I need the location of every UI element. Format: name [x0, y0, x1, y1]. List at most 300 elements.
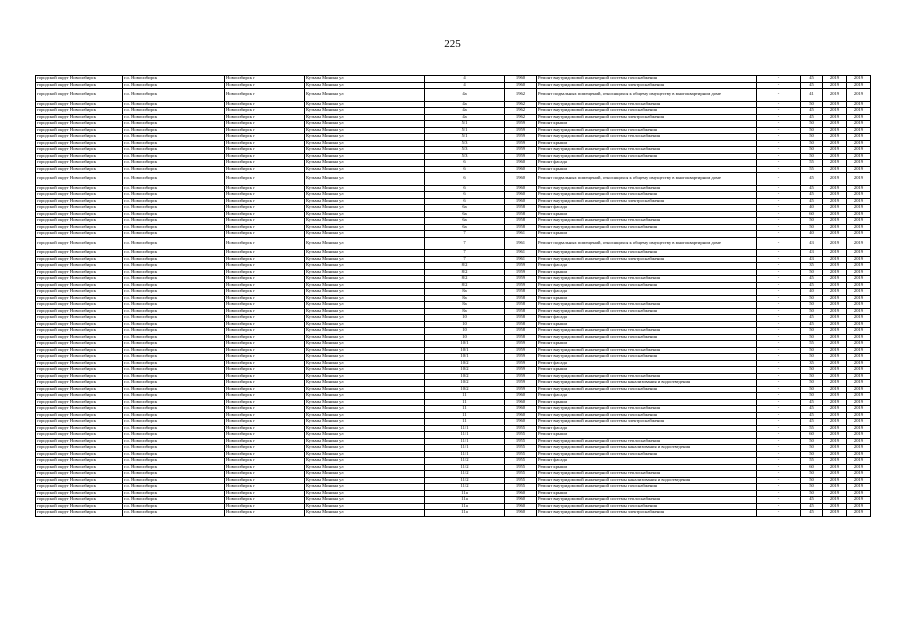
cell-house: 11а — [425, 490, 505, 497]
cell-street: Кузьмы Минина ул — [305, 477, 425, 484]
cell-settlement: г.о. Новосибирск — [123, 250, 225, 257]
cell-plan-to: 2019 — [847, 276, 871, 283]
cell-work-type: Ремонт внутридомовой инженерной системы теплоснабжения — [537, 328, 757, 335]
cell-dash: - — [757, 269, 801, 276]
cell-amount: 45 — [801, 185, 823, 192]
cell-plan-to: 2019 — [847, 328, 871, 335]
cell-district: городской округ Новосибирск — [36, 82, 123, 89]
cell-settlement: г.о. Новосибирск — [123, 503, 225, 510]
cell-house: 6 — [425, 198, 505, 205]
cell-settlement: г.о. Новосибирск — [123, 484, 225, 491]
cell-plan-from: 2019 — [823, 367, 847, 374]
cell-plan-from: 2019 — [823, 140, 847, 147]
cell-work-type: Ремонт внутридомовой инженерной системы газоснабжения — [537, 250, 757, 257]
cell-city: Новосибирск г — [225, 147, 305, 154]
cell-house: 6 — [425, 166, 505, 173]
cell-settlement: г.о. Новосибирск — [123, 308, 225, 315]
cell-city: Новосибирск г — [225, 373, 305, 380]
cell-work-type: Ремонт внутридомовой инженерной системы электроснабжения — [537, 419, 757, 426]
cell-district: городской округ Новосибирск — [36, 101, 123, 108]
cell-city: Новосибирск г — [225, 101, 305, 108]
cell-amount: 50 — [801, 153, 823, 160]
cell-settlement: г.о. Новосибирск — [123, 399, 225, 406]
cell-year: 1958 — [505, 205, 537, 212]
cell-year: 1955 — [505, 477, 537, 484]
cell-city: Новосибирск г — [225, 432, 305, 439]
cell-work-type: Ремонт внутридомовой инженерной системы теплоснабжения — [537, 134, 757, 141]
cell-year: 1960 — [505, 192, 537, 199]
cell-settlement: г.о. Новосибирск — [123, 147, 225, 154]
cell-work-type: Ремонт подвальных помещений, относящихся к общему имуществу в многоквартирном доме — [537, 89, 757, 102]
cell-district: городской округ Новосибирск — [36, 173, 123, 186]
cell-house: 11а — [425, 510, 505, 517]
cell-house: 6а — [425, 205, 505, 212]
cell-work-type: Ремонт внутридомовой инженерной системы газоснабжения — [537, 334, 757, 341]
cell-settlement: г.о. Новосибирск — [123, 510, 225, 517]
cell-plan-to: 2019 — [847, 510, 871, 517]
cell-house: 7 — [425, 231, 505, 238]
cell-street: Кузьмы Минина ул — [305, 386, 425, 393]
cell-year: 1955 — [505, 484, 537, 491]
cell-plan-from: 2019 — [823, 147, 847, 154]
cell-dash: - — [757, 282, 801, 289]
cell-plan-from: 2019 — [823, 354, 847, 361]
cell-plan-from: 2019 — [823, 134, 847, 141]
cell-plan-to: 2019 — [847, 367, 871, 374]
cell-city: Новосибирск г — [225, 497, 305, 504]
cell-settlement: г.о. Новосибирск — [123, 108, 225, 115]
cell-dash: - — [757, 224, 801, 231]
cell-work-type: Ремонт крыши — [537, 432, 757, 439]
cell-street: Кузьмы Минина ул — [305, 497, 425, 504]
cell-plan-to: 2019 — [847, 185, 871, 192]
cell-dash: - — [757, 89, 801, 102]
cell-district: городской округ Новосибирск — [36, 114, 123, 121]
cell-street: Кузьмы Минина ул — [305, 147, 425, 154]
cell-work-type: Ремонт внутридомовой инженерной системы газоснабжения — [537, 412, 757, 419]
cell-dash: - — [757, 205, 801, 212]
cell-house: 11/1 — [425, 445, 505, 452]
cell-city: Новосибирск г — [225, 406, 305, 413]
cell-work-type: Ремонт подвальных помещений, относящихся к общему имуществу в многоквартирном доме — [537, 237, 757, 250]
cell-plan-from: 2019 — [823, 445, 847, 452]
cell-amount: 50 — [801, 386, 823, 393]
cell-work-type: Ремонт крыши — [537, 121, 757, 128]
cell-year: 1958 — [505, 289, 537, 296]
cell-street: Кузьмы Минина ул — [305, 173, 425, 186]
cell-district: городской округ Новосибирск — [36, 380, 123, 387]
cell-dash: - — [757, 114, 801, 121]
cell-year: 1960 — [505, 503, 537, 510]
cell-house: 4а — [425, 101, 505, 108]
cell-dash: - — [757, 108, 801, 115]
cell-plan-from: 2019 — [823, 289, 847, 296]
cell-street: Кузьмы Минина ул — [305, 256, 425, 263]
cell-plan-to: 2019 — [847, 108, 871, 115]
cell-house: 7 — [425, 256, 505, 263]
cell-district: городской округ Новосибирск — [36, 134, 123, 141]
cell-work-type: Ремонт внутридомовой инженерной системы газоснабжения — [537, 503, 757, 510]
cell-district: городской округ Новосибирск — [36, 432, 123, 439]
cell-house: 10 — [425, 321, 505, 328]
cell-work-type: Ремонт внутридомовой инженерной системы теплоснабжения — [537, 185, 757, 192]
cell-dash: - — [757, 134, 801, 141]
cell-amount: 50 — [801, 484, 823, 491]
cell-plan-from: 2019 — [823, 360, 847, 367]
cell-work-type: Ремонт внутридомовой инженерной системы газоснабжения — [537, 76, 757, 83]
cell-city: Новосибирск г — [225, 166, 305, 173]
cell-dash: - — [757, 198, 801, 205]
cell-work-type: Ремонт фасада — [537, 289, 757, 296]
cell-city: Новосибирск г — [225, 263, 305, 270]
cell-street: Кузьмы Минина ул — [305, 399, 425, 406]
cell-amount: 50 — [801, 147, 823, 154]
cell-district: городской округ Новосибирск — [36, 393, 123, 400]
cell-dash: - — [757, 334, 801, 341]
cell-street: Кузьмы Минина ул — [305, 198, 425, 205]
cell-city: Новосибирск г — [225, 282, 305, 289]
cell-plan-to: 2019 — [847, 237, 871, 250]
cell-amount: 60 — [801, 432, 823, 439]
cell-house: 10/2 — [425, 367, 505, 374]
cell-plan-to: 2019 — [847, 386, 871, 393]
cell-amount: 60 — [801, 211, 823, 218]
cell-plan-to: 2019 — [847, 256, 871, 263]
cell-street: Кузьмы Минина ул — [305, 412, 425, 419]
cell-dash: - — [757, 160, 801, 167]
cell-settlement: г.о. Новосибирск — [123, 393, 225, 400]
cell-work-type: Ремонт фасада — [537, 393, 757, 400]
cell-plan-to: 2019 — [847, 458, 871, 465]
cell-amount: 50 — [801, 471, 823, 478]
cell-street: Кузьмы Минина ул — [305, 328, 425, 335]
cell-settlement: г.о. Новосибирск — [123, 360, 225, 367]
cell-city: Новосибирск г — [225, 412, 305, 419]
cell-street: Кузьмы Минина ул — [305, 134, 425, 141]
cell-work-type: Ремонт внутридомовой инженерной системы теплоснабжения — [537, 497, 757, 504]
cell-street: Кузьмы Минина ул — [305, 438, 425, 445]
cell-plan-from: 2019 — [823, 490, 847, 497]
cell-work-type: Ремонт внутридомовой инженерной системы теплоснабжения — [537, 438, 757, 445]
cell-plan-from: 2019 — [823, 127, 847, 134]
cell-amount: 50 — [801, 308, 823, 315]
cell-plan-to: 2019 — [847, 147, 871, 154]
cell-district: городской округ Новосибирск — [36, 334, 123, 341]
cell-plan-from: 2019 — [823, 412, 847, 419]
cell-district: городской округ Новосибирск — [36, 153, 123, 160]
cell-district: городской округ Новосибирск — [36, 490, 123, 497]
cell-settlement: г.о. Новосибирск — [123, 218, 225, 225]
cell-amount: 45 — [801, 497, 823, 504]
cell-plan-to: 2019 — [847, 173, 871, 186]
cell-year: 1955 — [505, 425, 537, 432]
cell-plan-to: 2019 — [847, 425, 871, 432]
cell-city: Новосибирск г — [225, 198, 305, 205]
cell-district: городской округ Новосибирск — [36, 276, 123, 283]
cell-plan-to: 2019 — [847, 406, 871, 413]
cell-plan-from: 2019 — [823, 250, 847, 257]
cell-year: 1955 — [505, 458, 537, 465]
cell-work-type: Ремонт внутридомовой инженерной системы канализования и водоотведения — [537, 477, 757, 484]
cell-street: Кузьмы Минина ул — [305, 373, 425, 380]
cell-house: 6а — [425, 224, 505, 231]
cell-house: 11 — [425, 419, 505, 426]
cell-work-type: Ремонт внутридомовой инженерной системы газоснабжения — [537, 354, 757, 361]
cell-house: 10/2 — [425, 380, 505, 387]
cell-plan-to: 2019 — [847, 347, 871, 354]
cell-plan-to: 2019 — [847, 412, 871, 419]
cell-amount: 50 — [801, 477, 823, 484]
cell-dash: - — [757, 425, 801, 432]
cell-amount: 43 — [801, 237, 823, 250]
cell-year: 1960 — [505, 82, 537, 89]
cell-settlement: г.о. Новосибирск — [123, 315, 225, 322]
cell-amount: 55 — [801, 458, 823, 465]
cell-city: Новосибирск г — [225, 89, 305, 102]
cell-dash: - — [757, 477, 801, 484]
cell-street: Кузьмы Минина ул — [305, 114, 425, 121]
cell-year: 1958 — [505, 295, 537, 302]
cell-dash: - — [757, 211, 801, 218]
cell-settlement: г.о. Новосибирск — [123, 477, 225, 484]
cell-district: городской округ Новосибирск — [36, 147, 123, 154]
cell-year: 1960 — [505, 497, 537, 504]
cell-street: Кузьмы Минина ул — [305, 108, 425, 115]
cell-amount: 50 — [801, 438, 823, 445]
cell-dash: - — [757, 315, 801, 322]
cell-district: городской округ Новосибирск — [36, 205, 123, 212]
cell-year: 1959 — [505, 341, 537, 348]
cell-amount: 45 — [801, 412, 823, 419]
cell-house: 10/2 — [425, 373, 505, 380]
cell-amount: 45 — [801, 510, 823, 517]
cell-year: 1962 — [505, 108, 537, 115]
cell-settlement: г.о. Новосибирск — [123, 185, 225, 192]
cell-dash: - — [757, 406, 801, 413]
cell-plan-to: 2019 — [847, 295, 871, 302]
cell-work-type: Ремонт внутридомовой инженерной системы газоснабжения — [537, 484, 757, 491]
cell-district: городской округ Новосибирск — [36, 471, 123, 478]
cell-dash: - — [757, 76, 801, 83]
cell-district: городской округ Новосибирск — [36, 108, 123, 115]
cell-year: 1958 — [505, 315, 537, 322]
cell-street: Кузьмы Минина ул — [305, 127, 425, 134]
cell-work-type: Ремонт внутридомовой инженерной системы газоснабжения — [537, 282, 757, 289]
cell-plan-to: 2019 — [847, 321, 871, 328]
cell-settlement: г.о. Новосибирск — [123, 134, 225, 141]
cell-street: Кузьмы Минина ул — [305, 471, 425, 478]
cell-year: 1960 — [505, 198, 537, 205]
cell-settlement: г.о. Новосибирск — [123, 438, 225, 445]
cell-house: 10/1 — [425, 347, 505, 354]
cell-street: Кузьмы Минина ул — [305, 334, 425, 341]
cell-dash: - — [757, 503, 801, 510]
cell-work-type: Ремонт внутридомовой инженерной системы теплоснабжения — [537, 373, 757, 380]
cell-amount: 43 — [801, 256, 823, 263]
cell-year: 1958 — [505, 211, 537, 218]
cell-dash: - — [757, 399, 801, 406]
cell-dash: - — [757, 328, 801, 335]
cell-dash: - — [757, 140, 801, 147]
cell-street: Кузьмы Минина ул — [305, 82, 425, 89]
cell-settlement: г.о. Новосибирск — [123, 256, 225, 263]
cell-amount: 45 — [801, 108, 823, 115]
cell-amount: 60 — [801, 464, 823, 471]
cell-city: Новосибирск г — [225, 140, 305, 147]
cell-dash: - — [757, 341, 801, 348]
cell-amount: 45 — [801, 399, 823, 406]
cell-settlement: г.о. Новосибирск — [123, 114, 225, 121]
cell-street: Кузьмы Минина ул — [305, 503, 425, 510]
cell-house: 4а — [425, 114, 505, 121]
cell-settlement: г.о. Новосибирск — [123, 380, 225, 387]
cell-street: Кузьмы Минина ул — [305, 153, 425, 160]
cell-plan-from: 2019 — [823, 328, 847, 335]
cell-city: Новосибирск г — [225, 256, 305, 263]
cell-dash: - — [757, 263, 801, 270]
cell-dash: - — [757, 438, 801, 445]
cell-plan-from: 2019 — [823, 282, 847, 289]
cell-city: Новосибирск г — [225, 321, 305, 328]
cell-settlement: г.о. Новосибирск — [123, 198, 225, 205]
cell-plan-to: 2019 — [847, 134, 871, 141]
cell-work-type: Ремонт внутридомовой инженерной системы теплоснабжения — [537, 147, 757, 154]
cell-amount: 50 — [801, 393, 823, 400]
cell-city: Новосибирск г — [225, 503, 305, 510]
cell-district: городской округ Новосибирск — [36, 328, 123, 335]
cell-district: городской округ Новосибирск — [36, 289, 123, 296]
cell-city: Новосибирск г — [225, 386, 305, 393]
cell-settlement: г.о. Новосибирск — [123, 153, 225, 160]
cell-district: городской округ Новосибирск — [36, 341, 123, 348]
cell-year: 1955 — [505, 445, 537, 452]
cell-house: 4а — [425, 108, 505, 115]
cell-street: Кузьмы Минина ул — [305, 282, 425, 289]
cell-dash: - — [757, 121, 801, 128]
cell-year: 1959 — [505, 121, 537, 128]
cell-street: Кузьмы Минина ул — [305, 458, 425, 465]
cell-amount: 55 — [801, 425, 823, 432]
cell-house: 10 — [425, 315, 505, 322]
cell-year: 1959 — [505, 380, 537, 387]
cell-district: городской округ Новосибирск — [36, 321, 123, 328]
cell-dash: - — [757, 289, 801, 296]
cell-amount: 45 — [801, 173, 823, 186]
cell-plan-to: 2019 — [847, 250, 871, 257]
cell-year: 1960 — [505, 412, 537, 419]
cell-district: городской округ Новосибирск — [36, 160, 123, 167]
cell-work-type: Ремонт крыши — [537, 166, 757, 173]
cell-work-type: Ремонт внутридомовой инженерной системы теплоснабжения — [537, 406, 757, 413]
cell-plan-to: 2019 — [847, 211, 871, 218]
cell-work-type: Ремонт фасада — [537, 425, 757, 432]
cell-work-type: Ремонт внутридомовой инженерной системы теплоснабжения — [537, 471, 757, 478]
cell-work-type: Ремонт внутридомовой инженерной системы электроснабжения — [537, 510, 757, 517]
cell-plan-to: 2019 — [847, 192, 871, 199]
cell-plan-from: 2019 — [823, 160, 847, 167]
cell-house: 11 — [425, 393, 505, 400]
cell-street: Кузьмы Минина ул — [305, 121, 425, 128]
cell-street: Кузьмы Минина ул — [305, 263, 425, 270]
cell-work-type: Ремонт крыши — [537, 367, 757, 374]
cell-district: городской округ Новосибирск — [36, 192, 123, 199]
cell-street: Кузьмы Минина ул — [305, 367, 425, 374]
cell-settlement: г.о. Новосибирск — [123, 211, 225, 218]
cell-amount: 45 — [801, 282, 823, 289]
cell-house: 8а — [425, 308, 505, 315]
cell-amount: 50 — [801, 302, 823, 309]
cell-year: 1960 — [505, 406, 537, 413]
cell-year: 1959 — [505, 153, 537, 160]
cell-year: 1958 — [505, 224, 537, 231]
cell-amount: 35 — [801, 263, 823, 270]
cell-street: Кузьмы Минина ул — [305, 211, 425, 218]
cell-house: 10 — [425, 334, 505, 341]
cell-year: 1960 — [505, 419, 537, 426]
cell-plan-from: 2019 — [823, 497, 847, 504]
cell-amount: 35 — [801, 360, 823, 367]
cell-dash: - — [757, 445, 801, 452]
cell-work-type: Ремонт внутридомовой инженерной системы электроснабжения — [537, 256, 757, 263]
cell-plan-from: 2019 — [823, 458, 847, 465]
cell-work-type: Ремонт подвальных помещений, относящихся к общему имуществу в многоквартирном доме — [537, 173, 757, 186]
cell-settlement: г.о. Новосибирск — [123, 412, 225, 419]
table-row — [36, 89, 871, 102]
cell-street: Кузьмы Минина ул — [305, 354, 425, 361]
cell-settlement: г.о. Новосибирск — [123, 458, 225, 465]
cell-plan-from: 2019 — [823, 321, 847, 328]
cell-city: Новосибирск г — [225, 218, 305, 225]
cell-plan-from: 2019 — [823, 380, 847, 387]
cell-year: 1955 — [505, 451, 537, 458]
cell-settlement: г.о. Новосибирск — [123, 471, 225, 478]
cell-dash: - — [757, 360, 801, 367]
cell-amount: 45 — [801, 503, 823, 510]
cell-plan-from: 2019 — [823, 315, 847, 322]
cell-dash: - — [757, 464, 801, 471]
cell-year: 1959 — [505, 269, 537, 276]
cell-work-type: Ремонт крыши — [537, 211, 757, 218]
cell-district: городской округ Новосибирск — [36, 218, 123, 225]
cell-amount: 50 — [801, 295, 823, 302]
cell-settlement: г.о. Новосибирск — [123, 205, 225, 212]
cell-year: 1960 — [505, 76, 537, 83]
cell-settlement: г.о. Новосибирск — [123, 386, 225, 393]
cell-district: городской округ Новосибирск — [36, 185, 123, 192]
cell-year: 1959 — [505, 386, 537, 393]
cell-plan-from: 2019 — [823, 503, 847, 510]
cell-city: Новосибирск г — [225, 160, 305, 167]
cell-year: 1958 — [505, 328, 537, 335]
cell-year: 1955 — [505, 464, 537, 471]
cell-city: Новосибирск г — [225, 121, 305, 128]
cell-dash: - — [757, 393, 801, 400]
cell-district: городской округ Новосибирск — [36, 198, 123, 205]
cell-year: 1959 — [505, 354, 537, 361]
cell-house: 6 — [425, 173, 505, 186]
cell-dash: - — [757, 458, 801, 465]
cell-house: 8/2 — [425, 269, 505, 276]
repair-program-table — [35, 75, 871, 517]
cell-house: 6 — [425, 160, 505, 167]
cell-plan-to: 2019 — [847, 341, 871, 348]
cell-dash: - — [757, 127, 801, 134]
cell-dash: - — [757, 231, 801, 238]
cell-amount: 43 — [801, 250, 823, 257]
cell-work-type: Ремонт фасада — [537, 205, 757, 212]
cell-district: городской округ Новосибирск — [36, 295, 123, 302]
cell-year: 1960 — [505, 490, 537, 497]
